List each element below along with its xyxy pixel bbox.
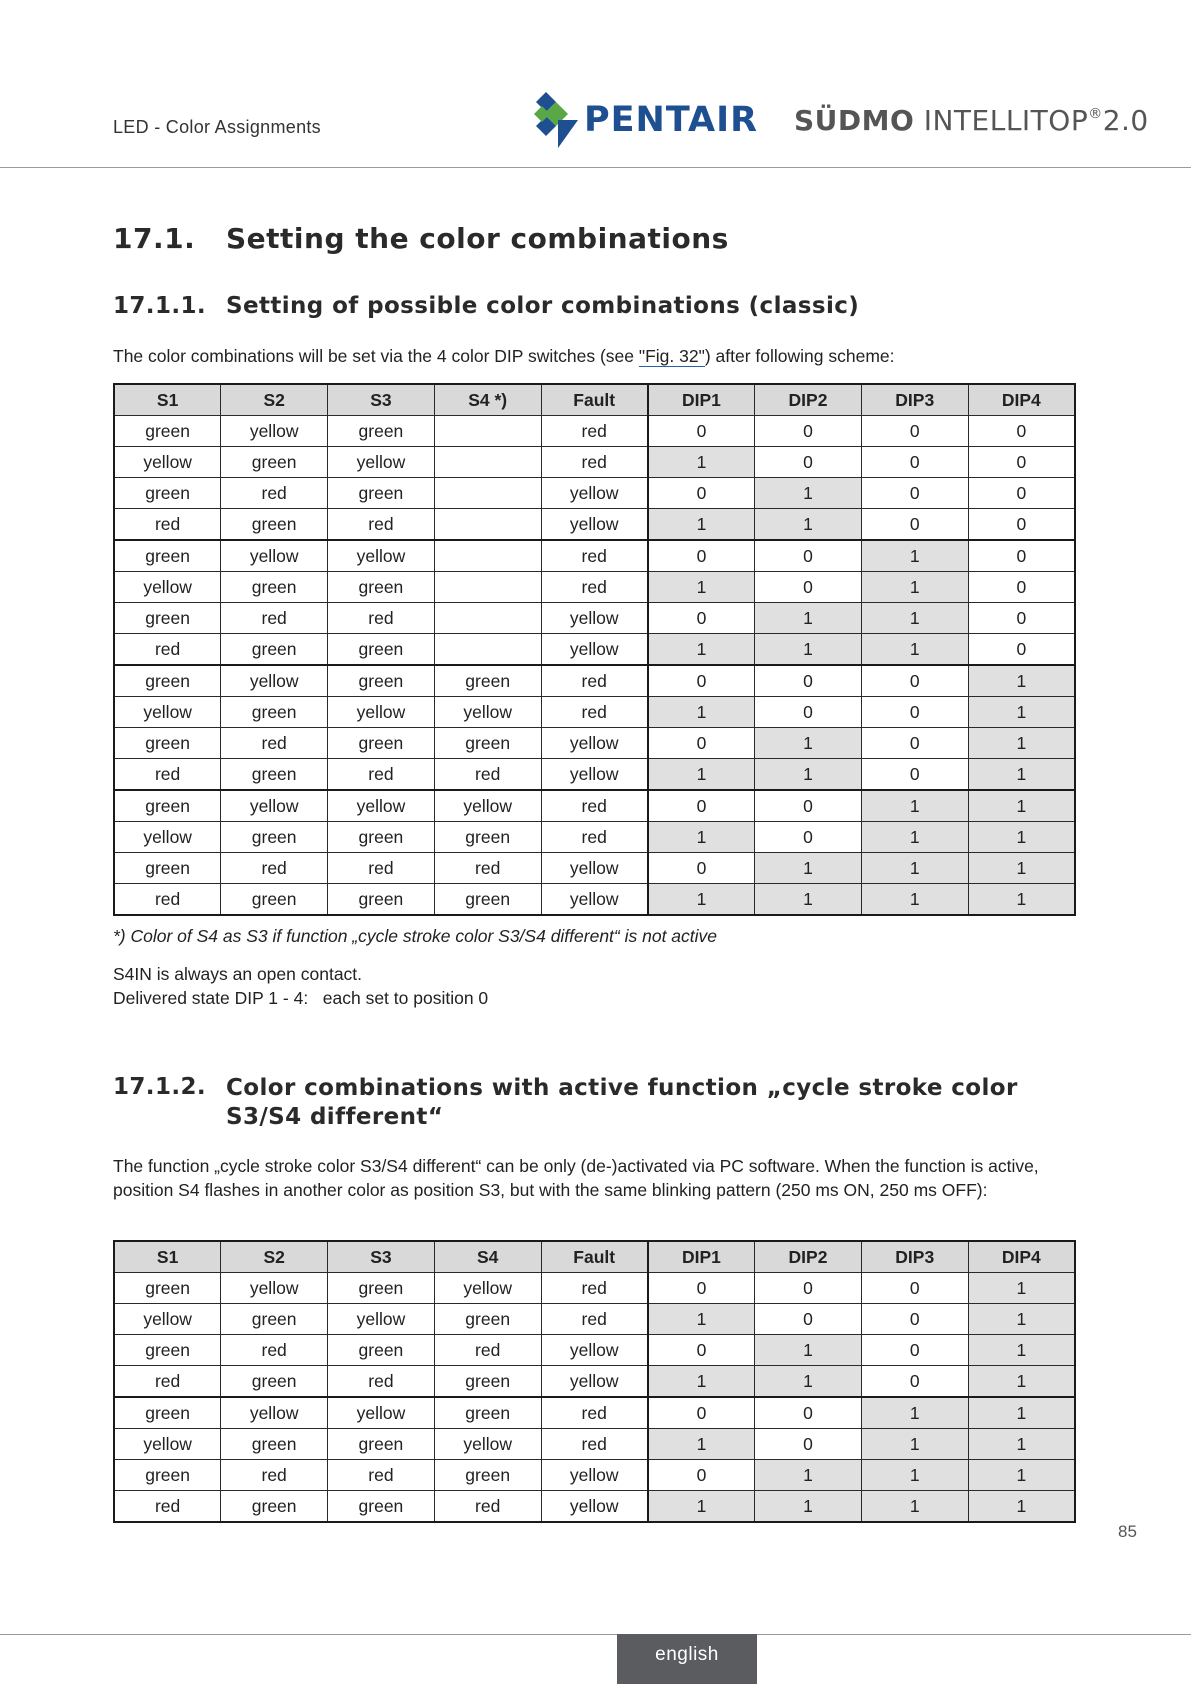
- table-cell: 0: [861, 1304, 968, 1335]
- table-cell: 1: [648, 447, 755, 478]
- table-cell: 0: [861, 697, 968, 728]
- table-cell: 0: [755, 572, 862, 603]
- table-cell: green: [114, 1273, 221, 1304]
- product-brand: SÜDMO: [794, 104, 915, 137]
- table-cell: 1: [968, 822, 1075, 853]
- table-cell: green: [114, 853, 221, 884]
- table-cell: green: [221, 822, 328, 853]
- table-cell: 0: [648, 1460, 755, 1491]
- table-cell: red: [328, 509, 435, 541]
- table-cell: 1: [861, 540, 968, 572]
- table-cell: green: [114, 728, 221, 759]
- table-cell: green: [221, 1366, 328, 1398]
- table-cell: 0: [755, 697, 862, 728]
- table-cell: red: [434, 1335, 541, 1366]
- table-cell: yellow: [328, 790, 435, 822]
- header-divider: [0, 167, 1191, 168]
- table-cell: 0: [861, 1273, 968, 1304]
- table-cell: red: [541, 1273, 648, 1304]
- table-cell: 0: [755, 416, 862, 447]
- table-cell: 1: [755, 728, 862, 759]
- product-name: INTELLITOP: [923, 104, 1089, 137]
- table-cell: red: [114, 509, 221, 541]
- table-cell: 1: [755, 759, 862, 791]
- table-cell: yellow: [221, 665, 328, 697]
- table-cell: red: [114, 1366, 221, 1398]
- table-cell: [434, 540, 541, 572]
- table-cell: 1: [861, 790, 968, 822]
- table-cell: yellow: [541, 1366, 648, 1398]
- page-number: 85: [1118, 1522, 1137, 1541]
- table-row: [114, 1460, 1075, 1491]
- table-cell: red: [541, 665, 648, 697]
- table-cell: green: [328, 572, 435, 603]
- table-cell: [434, 509, 541, 541]
- table-cell: yellow: [221, 1273, 328, 1304]
- table-cell: [434, 603, 541, 634]
- column-header: S4 *): [434, 384, 541, 416]
- table-cell: 0: [648, 478, 755, 509]
- table-cell: green: [434, 1304, 541, 1335]
- column-header: Fault: [541, 1241, 648, 1273]
- table-cell: 1: [968, 1491, 1075, 1523]
- table-cell: 0: [648, 540, 755, 572]
- table-cell: 0: [648, 1335, 755, 1366]
- table-cell: green: [114, 603, 221, 634]
- table-row: [114, 1397, 1075, 1429]
- table-cell: red: [328, 1366, 435, 1398]
- table-row: [114, 697, 1075, 728]
- table-cell: red: [541, 416, 648, 447]
- table-cell: 1: [755, 1335, 862, 1366]
- table-cell: 0: [648, 603, 755, 634]
- table-row: [114, 822, 1075, 853]
- table-cell: 0: [968, 540, 1075, 572]
- table-cell: 1: [861, 853, 968, 884]
- table-row: [114, 478, 1075, 509]
- table-cell: yellow: [328, 697, 435, 728]
- table-cell: red: [114, 759, 221, 791]
- column-header: S3: [328, 384, 435, 416]
- table-cell: yellow: [221, 1397, 328, 1429]
- table-cell: yellow: [434, 1429, 541, 1460]
- table-cell: yellow: [541, 1460, 648, 1491]
- table-cell: red: [221, 1335, 328, 1366]
- table-cell: 0: [755, 790, 862, 822]
- table-cell: red: [221, 853, 328, 884]
- table-cell: yellow: [114, 1304, 221, 1335]
- subsection1-heading: [113, 293, 859, 319]
- product-reg-mark: ®: [1088, 106, 1103, 122]
- table-cell: 1: [968, 790, 1075, 822]
- table-cell: green: [434, 1397, 541, 1429]
- table-cell: 0: [755, 1397, 862, 1429]
- table-cell: green: [328, 884, 435, 916]
- table-cell: green: [221, 634, 328, 666]
- table-cell: red: [541, 790, 648, 822]
- table-cell: red: [328, 603, 435, 634]
- table-cell: 0: [648, 665, 755, 697]
- table-cell: yellow: [221, 540, 328, 572]
- table-cell: 0: [968, 634, 1075, 666]
- table-cell: green: [221, 759, 328, 791]
- product-version: 2.0: [1102, 104, 1149, 137]
- table-cell: red: [541, 1397, 648, 1429]
- subsection1-title: Setting of possible color combinations (classic): [226, 293, 860, 319]
- table-cell: 0: [648, 1397, 755, 1429]
- table-cell: yellow: [114, 447, 221, 478]
- table-row: [114, 509, 1075, 541]
- table-cell: 1: [968, 1366, 1075, 1398]
- table-cell: green: [434, 1366, 541, 1398]
- table-cell: yellow: [328, 540, 435, 572]
- table-cell: 1: [648, 759, 755, 791]
- column-header: S2: [221, 1241, 328, 1273]
- table-cell: red: [221, 1460, 328, 1491]
- table-cell: 0: [648, 416, 755, 447]
- table-cell: 0: [755, 822, 862, 853]
- subsection2-intro: The function „cycle stroke color S3/S4 different“ can be only (de-)activated via PC software. When the function is active, position S4 flashes in another color as position S3, but with the same blinking pattern (250 ms ON, 250 ms OFF):: [113, 1156, 1039, 1200]
- table-cell: 1: [968, 697, 1075, 728]
- table-cell: red: [434, 759, 541, 791]
- subsection1-intro-after: ) after following scheme:: [704, 346, 895, 366]
- table-cell: 1: [861, 1460, 968, 1491]
- table-cell: green: [434, 728, 541, 759]
- table-cell: 0: [648, 728, 755, 759]
- table-cell: green: [434, 884, 541, 916]
- column-header: DIP4: [968, 1241, 1075, 1273]
- table-row: [114, 1429, 1075, 1460]
- column-header: S4: [434, 1241, 541, 1273]
- table-cell: 1: [968, 665, 1075, 697]
- table-cell: green: [221, 884, 328, 916]
- table-row: [114, 447, 1075, 478]
- table-row: [114, 603, 1075, 634]
- color-combination-table-cycle-stroke: [113, 1240, 1076, 1523]
- table-cell: 1: [861, 572, 968, 603]
- table-cell: 1: [861, 1397, 968, 1429]
- table-cell: green: [328, 634, 435, 666]
- table-cell: 1: [755, 1491, 862, 1523]
- table-cell: 0: [861, 509, 968, 541]
- delivered-state-note: Delivered state DIP 1 - 4: each set to position 0: [113, 988, 489, 1008]
- table-cell: 1: [648, 884, 755, 916]
- table-cell: 0: [755, 665, 862, 697]
- subsection1-intro-before: The color combinations will be set via the 4 color DIP switches (see: [113, 346, 639, 366]
- table-cell: yellow: [328, 447, 435, 478]
- table-cell: 1: [755, 478, 862, 509]
- table-cell: [434, 478, 541, 509]
- table-cell: 1: [968, 728, 1075, 759]
- table-cell: 0: [755, 1304, 862, 1335]
- table-cell: green: [114, 416, 221, 447]
- column-header: DIP3: [861, 1241, 968, 1273]
- table-row: [114, 1273, 1075, 1304]
- table-row: [114, 759, 1075, 791]
- table-row: [114, 1304, 1075, 1335]
- table-cell: yellow: [434, 790, 541, 822]
- table-row: [114, 1335, 1075, 1366]
- table-cell: yellow: [541, 634, 648, 666]
- table-cell: red: [541, 822, 648, 853]
- table-cell: 0: [861, 728, 968, 759]
- table-cell: 1: [968, 853, 1075, 884]
- table-cell: 0: [861, 1366, 968, 1398]
- table-cell: green: [221, 572, 328, 603]
- table-cell: red: [114, 634, 221, 666]
- table-cell: yellow: [541, 509, 648, 541]
- table-cell: green: [328, 416, 435, 447]
- table-cell: red: [114, 1491, 221, 1523]
- table-cell: red: [541, 1429, 648, 1460]
- column-header: DIP1: [648, 384, 755, 416]
- table-cell: 0: [968, 572, 1075, 603]
- column-header: Fault: [541, 384, 648, 416]
- table-cell: 0: [755, 1273, 862, 1304]
- table-cell: green: [114, 1460, 221, 1491]
- table-cell: green: [114, 1335, 221, 1366]
- fig-32-link[interactable]: "Fig. 32": [638, 346, 705, 366]
- table-cell: 1: [648, 697, 755, 728]
- table-cell: red: [541, 697, 648, 728]
- table-cell: 0: [861, 759, 968, 791]
- column-header: S1: [114, 1241, 221, 1273]
- table-cell: 0: [861, 416, 968, 447]
- table-cell: 0: [968, 509, 1075, 541]
- pentair-logo-icon: [534, 92, 578, 148]
- table-cell: green: [328, 1335, 435, 1366]
- table-row: [114, 540, 1075, 572]
- table-cell: 0: [861, 665, 968, 697]
- table-row: [114, 634, 1075, 666]
- table-row: [114, 884, 1075, 916]
- table-cell: yellow: [541, 759, 648, 791]
- table-cell: yellow: [434, 1273, 541, 1304]
- table-cell: 1: [755, 634, 862, 666]
- table-cell: 1: [648, 1304, 755, 1335]
- table-cell: green: [328, 1491, 435, 1523]
- table-cell: green: [434, 665, 541, 697]
- table-row: [114, 1366, 1075, 1398]
- table-cell: 0: [968, 447, 1075, 478]
- subsection2-heading: [113, 1074, 1073, 1132]
- table-cell: green: [328, 728, 435, 759]
- header-section-label: LED - Color Assignments: [113, 117, 321, 137]
- table-cell: 1: [755, 853, 862, 884]
- table-cell: 1: [648, 1491, 755, 1523]
- column-header: DIP1: [648, 1241, 755, 1273]
- table-cell: 0: [861, 447, 968, 478]
- table-cell: 1: [755, 1460, 862, 1491]
- language-tab: english: [617, 1634, 757, 1684]
- table-row: [114, 665, 1075, 697]
- table-cell: yellow: [541, 728, 648, 759]
- table-cell: green: [328, 1273, 435, 1304]
- table-cell: 0: [968, 416, 1075, 447]
- table-cell: yellow: [541, 853, 648, 884]
- table-cell: red: [541, 540, 648, 572]
- table-cell: yellow: [221, 416, 328, 447]
- column-header: DIP2: [755, 384, 862, 416]
- table-cell: yellow: [328, 1304, 435, 1335]
- table-cell: yellow: [541, 478, 648, 509]
- table-cell: green: [328, 665, 435, 697]
- table-cell: 1: [968, 884, 1075, 916]
- table-cell: red: [221, 478, 328, 509]
- table-cell: 1: [648, 1366, 755, 1398]
- table-cell: 1: [861, 1491, 968, 1523]
- table-row: [114, 790, 1075, 822]
- table-cell: [434, 416, 541, 447]
- table-cell: 1: [968, 759, 1075, 791]
- table-cell: red: [328, 1460, 435, 1491]
- column-header: DIP3: [861, 384, 968, 416]
- table-cell: 1: [755, 603, 862, 634]
- table-cell: 1: [968, 1304, 1075, 1335]
- table-cell: green: [114, 478, 221, 509]
- table-cell: 0: [968, 603, 1075, 634]
- table-cell: 1: [648, 822, 755, 853]
- table-cell: yellow: [114, 697, 221, 728]
- footer-divider: [0, 1634, 1191, 1635]
- table-row: [114, 853, 1075, 884]
- table-cell: 1: [968, 1460, 1075, 1491]
- table-cell: 0: [755, 540, 862, 572]
- table-cell: green: [221, 1491, 328, 1523]
- section-title: Setting the color combinations: [226, 222, 729, 255]
- table-cell: yellow: [114, 1429, 221, 1460]
- column-header: DIP4: [968, 384, 1075, 416]
- brand-wordmark: PENTAIR: [584, 100, 759, 140]
- table-cell: 1: [648, 634, 755, 666]
- table-cell: red: [541, 1304, 648, 1335]
- table-cell: 1: [861, 1429, 968, 1460]
- table-cell: 1: [861, 634, 968, 666]
- table-cell: 0: [755, 1429, 862, 1460]
- table-cell: 1: [968, 1273, 1075, 1304]
- table-cell: 1: [648, 1429, 755, 1460]
- table-cell: 1: [861, 884, 968, 916]
- table-cell: green: [221, 509, 328, 541]
- table-cell: red: [221, 728, 328, 759]
- table-cell: yellow: [541, 1491, 648, 1523]
- table-cell: 1: [648, 509, 755, 541]
- section-number: 17.1.: [113, 222, 196, 255]
- table-cell: yellow: [328, 1397, 435, 1429]
- table-cell: 0: [648, 790, 755, 822]
- table-cell: green: [328, 1429, 435, 1460]
- table-row: [114, 572, 1075, 603]
- table-cell: 0: [648, 853, 755, 884]
- subsection2-title: Color combinations with active function „cycle stroke color S3/S4 different“: [226, 1075, 1018, 1130]
- subsection1-number: 17.1.1.: [113, 293, 207, 319]
- table-cell: green: [434, 822, 541, 853]
- table-cell: 1: [755, 509, 862, 541]
- s4in-note: S4IN is always an open contact.: [113, 964, 363, 984]
- table-cell: green: [221, 447, 328, 478]
- column-header: S2: [221, 384, 328, 416]
- table-cell: [434, 634, 541, 666]
- table-cell: green: [114, 540, 221, 572]
- pentair-logo: [534, 90, 758, 150]
- table-cell: 0: [861, 1335, 968, 1366]
- table-row: [114, 728, 1075, 759]
- table-cell: 1: [861, 603, 968, 634]
- table-cell: yellow: [114, 572, 221, 603]
- table-cell: 1: [968, 1429, 1075, 1460]
- table-cell: yellow: [541, 884, 648, 916]
- table-cell: green: [114, 665, 221, 697]
- table-cell: green: [328, 822, 435, 853]
- table-cell: green: [221, 1429, 328, 1460]
- table-cell: yellow: [114, 822, 221, 853]
- table-cell: red: [328, 759, 435, 791]
- table-cell: 1: [968, 1397, 1075, 1429]
- table-cell: red: [114, 884, 221, 916]
- table-cell: green: [434, 1460, 541, 1491]
- color-combination-table-classic: [113, 383, 1076, 916]
- table-row: [114, 416, 1075, 447]
- table-cell: 1: [648, 572, 755, 603]
- table-cell: red: [541, 447, 648, 478]
- table-cell: red: [221, 603, 328, 634]
- table-cell: 1: [968, 1335, 1075, 1366]
- table-row: [114, 1491, 1075, 1523]
- column-header: S3: [328, 1241, 435, 1273]
- table-cell: red: [434, 853, 541, 884]
- product-title: [794, 104, 1149, 137]
- table-cell: yellow: [434, 697, 541, 728]
- table-cell: 0: [648, 1273, 755, 1304]
- subsection2-number: 17.1.2.: [113, 1074, 207, 1100]
- table-cell: 1: [755, 1366, 862, 1398]
- table-cell: 0: [861, 478, 968, 509]
- table-cell: red: [541, 572, 648, 603]
- column-header: DIP2: [755, 1241, 862, 1273]
- table-cell: green: [114, 1397, 221, 1429]
- table-cell: green: [221, 1304, 328, 1335]
- subsection1-intro: [113, 344, 1073, 368]
- table-cell: [434, 572, 541, 603]
- section-heading: [113, 222, 729, 255]
- table-cell: yellow: [541, 603, 648, 634]
- table-cell: red: [434, 1491, 541, 1523]
- table1-footnote: *) Color of S4 as S3 if function „cycle stroke color S3/S4 different“ is not active: [113, 926, 718, 946]
- table-cell: 1: [861, 822, 968, 853]
- table-cell: green: [221, 697, 328, 728]
- table-cell: yellow: [221, 790, 328, 822]
- table-cell: 1: [755, 884, 862, 916]
- table-cell: green: [328, 478, 435, 509]
- table-cell: [434, 447, 541, 478]
- table-cell: 0: [755, 447, 862, 478]
- table-cell: green: [114, 790, 221, 822]
- table-cell: 0: [968, 478, 1075, 509]
- column-header: S1: [114, 384, 221, 416]
- table-cell: red: [328, 853, 435, 884]
- table-cell: yellow: [541, 1335, 648, 1366]
